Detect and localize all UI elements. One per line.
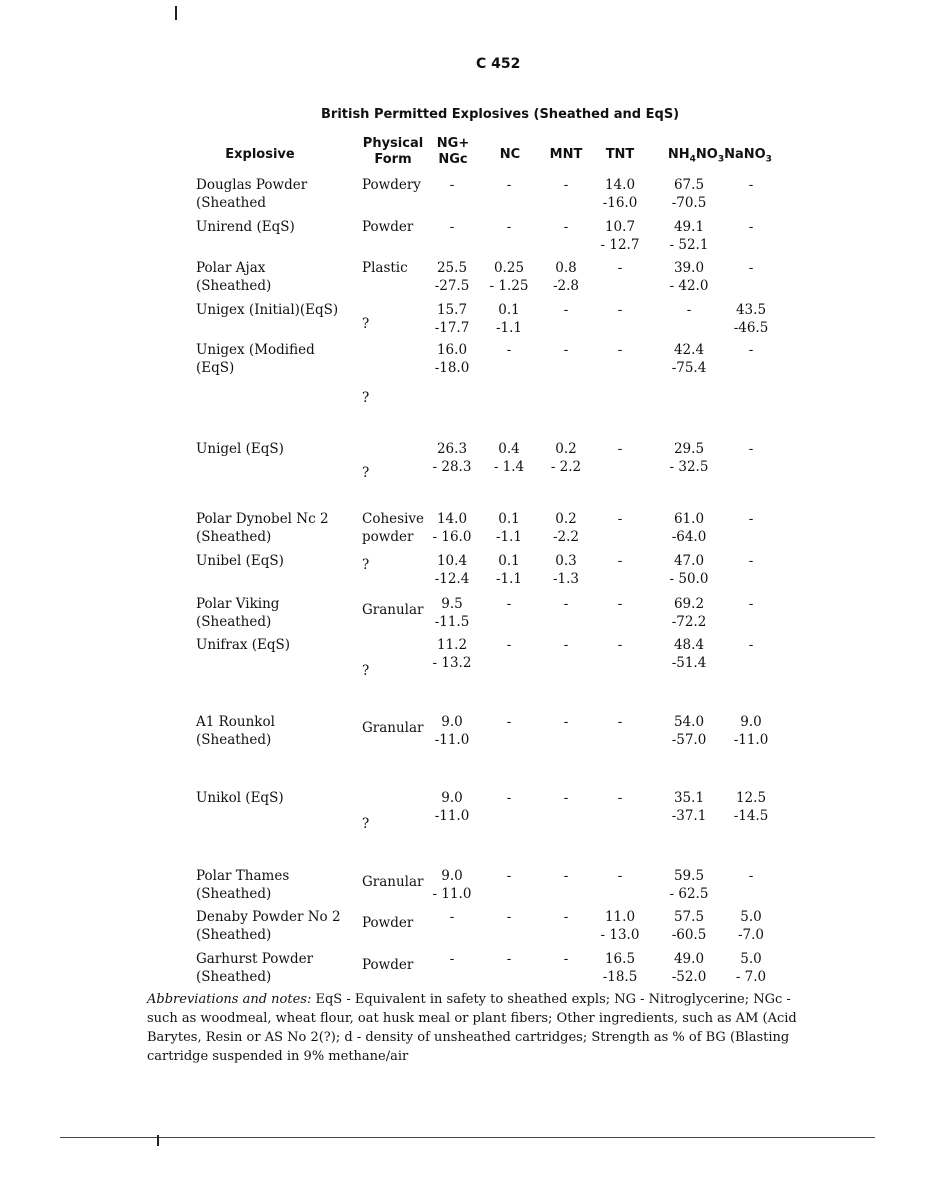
cell-nh4no3-line: 35.1 bbox=[673, 790, 705, 806]
cell-ng-line: - bbox=[449, 951, 455, 967]
explosive-name bbox=[196, 552, 284, 570]
cell-tnt bbox=[585, 950, 655, 986]
cell-mnt-line: 0.2 bbox=[555, 441, 577, 457]
explosive-name bbox=[196, 341, 315, 377]
cell-nh4no3-line: 47.0 bbox=[673, 553, 705, 569]
notes-text-1: EqS - Equivalent in safety to sheathed expls; NG - Nitroglycerine; NGc - bbox=[315, 992, 791, 1007]
explosive-name-line: Polar Ajax bbox=[196, 260, 266, 276]
cell-nh4no3-line: 39.0 bbox=[673, 260, 705, 276]
physical-form-line: Cohesive bbox=[362, 511, 425, 527]
cell-nano3 bbox=[716, 440, 786, 458]
notes bbox=[147, 990, 812, 1066]
cell-nh4no3-line: -52.0 bbox=[671, 969, 707, 985]
explosive-name bbox=[196, 176, 307, 212]
explosive-name bbox=[196, 301, 338, 319]
cell-mnt-line: - 2.2 bbox=[550, 459, 582, 475]
cell-tnt bbox=[585, 595, 655, 613]
cell-mnt-line: - bbox=[563, 714, 569, 730]
physical-form-line: Powder bbox=[362, 219, 414, 235]
cell-nc-line: - 1.4 bbox=[493, 459, 525, 475]
cell-nc-line: -1.1 bbox=[495, 529, 523, 545]
physical-form bbox=[362, 464, 369, 482]
explosive-name bbox=[196, 259, 271, 295]
explosive-name-line: Unibel (EqS) bbox=[196, 553, 284, 569]
cell-nh4no3-line: 59.5 bbox=[673, 868, 705, 884]
cell-nh4no3-line: 49.1 bbox=[673, 219, 705, 235]
cell-nano3-line: - bbox=[748, 596, 754, 612]
physical-form-line: Powder bbox=[362, 957, 414, 973]
cell-nh4no3-line: 57.5 bbox=[673, 909, 705, 925]
cell-tnt-line: - bbox=[617, 553, 623, 569]
notes-line-3: Barytes, Resin or AS No 2(?); d - density of unsheathed cartridges; Strength as % of BG (Blasting bbox=[147, 1030, 790, 1045]
cell-nh4no3 bbox=[654, 595, 724, 631]
col-header-nc: NC bbox=[499, 147, 521, 162]
explosive-name bbox=[196, 867, 289, 903]
cell-tnt-line: - bbox=[617, 342, 623, 358]
cell-tnt bbox=[585, 218, 655, 254]
cell-mnt-line: - bbox=[563, 790, 569, 806]
cell-tnt bbox=[585, 867, 655, 885]
cell-tnt bbox=[585, 341, 655, 359]
col-header-physical-form bbox=[355, 136, 431, 168]
physical-form-line: ? bbox=[362, 557, 370, 573]
col-header-ng-line2: NGc bbox=[438, 152, 468, 167]
cell-nh4no3 bbox=[654, 789, 724, 825]
cell-nano3-line: 43.5 bbox=[735, 302, 767, 318]
explosive-name bbox=[196, 908, 341, 944]
cell-tnt-line: - bbox=[617, 596, 623, 612]
physical-form bbox=[362, 218, 413, 236]
cell-ng-line: 9.5 bbox=[441, 596, 463, 612]
cell-nc-line: - bbox=[506, 637, 512, 653]
cell-nh4no3-line: -51.4 bbox=[671, 655, 707, 671]
cell-nh4no3-line: -72.2 bbox=[671, 614, 707, 630]
explosive-name-line: Unifrax (EqS) bbox=[196, 637, 291, 653]
cell-tnt-line: - 12.7 bbox=[600, 237, 640, 253]
cell-tnt-line: -16.0 bbox=[602, 195, 638, 211]
cell-nano3-line: 5.0 bbox=[740, 909, 762, 925]
cell-nh4no3-line: -75.4 bbox=[671, 360, 707, 376]
cell-nano3-line: 5.0 bbox=[740, 951, 762, 967]
cell-mnt-line: -2.2 bbox=[552, 529, 580, 545]
cell-mnt-line: - bbox=[563, 219, 569, 235]
explosive-name-line: (Sheathed) bbox=[196, 886, 272, 902]
cell-ng-line: - bbox=[449, 909, 455, 925]
cell-nano3 bbox=[716, 867, 786, 885]
cell-nh4no3 bbox=[654, 440, 724, 476]
cell-nano3 bbox=[716, 595, 786, 613]
cell-mnt-line: -2.8 bbox=[552, 278, 580, 294]
cell-nh4no3-line: -70.5 bbox=[671, 195, 707, 211]
cell-mnt-line: 0.2 bbox=[555, 511, 577, 527]
cell-nh4no3-line: - 50.0 bbox=[669, 571, 709, 587]
cell-nh4no3 bbox=[654, 301, 724, 319]
cell-nano3 bbox=[716, 301, 786, 337]
cell-nano3-line: - bbox=[748, 219, 754, 235]
cell-tnt-line: - bbox=[617, 790, 623, 806]
cell-nano3 bbox=[716, 176, 786, 194]
cell-ng-line: 14.0 bbox=[436, 511, 468, 527]
cell-ng-line: - 11.0 bbox=[432, 886, 472, 902]
cell-nh4no3-line: 29.5 bbox=[673, 441, 705, 457]
physical-form bbox=[362, 510, 424, 546]
cell-ng-line: 26.3 bbox=[436, 441, 468, 457]
cell-ng-line: -27.5 bbox=[434, 278, 470, 294]
col-header-ng bbox=[428, 136, 478, 168]
explosive-name-line: Polar Viking bbox=[196, 596, 280, 612]
col-header-physical-form-line2: Form bbox=[374, 152, 412, 167]
physical-form-line: ? bbox=[362, 316, 370, 332]
cell-tnt bbox=[585, 301, 655, 319]
cell-nano3 bbox=[716, 950, 786, 986]
cell-nano3-line: -14.5 bbox=[733, 808, 769, 824]
cell-tnt-line: 11.0 bbox=[604, 909, 636, 925]
explosive-name-line: Unigex (Modified bbox=[196, 342, 315, 358]
cell-nh4no3-line: 67.5 bbox=[673, 177, 705, 193]
physical-form bbox=[362, 259, 408, 277]
explosive-name-line: (Sheathed bbox=[196, 195, 266, 211]
physical-form-line: Plastic bbox=[362, 260, 408, 276]
cell-nh4no3 bbox=[654, 636, 724, 672]
cell-ng-line: - 28.3 bbox=[432, 459, 472, 475]
cell-ng-line: - 16.0 bbox=[432, 529, 472, 545]
cell-tnt-line: - 13.0 bbox=[600, 927, 640, 943]
cell-ng-line: -18.0 bbox=[434, 360, 470, 376]
physical-form bbox=[362, 873, 424, 891]
cell-nh4no3 bbox=[654, 552, 724, 588]
cell-nano3 bbox=[716, 713, 786, 749]
cell-mnt-line: - bbox=[563, 868, 569, 884]
explosive-name bbox=[196, 636, 290, 654]
explosive-name-line: Unigex (Initial)(EqS) bbox=[196, 302, 339, 318]
cell-mnt-line: - bbox=[563, 951, 569, 967]
cell-nc-line: - bbox=[506, 868, 512, 884]
physical-form bbox=[362, 556, 369, 574]
cell-mnt-line: - bbox=[563, 302, 569, 318]
cell-nh4no3-line: - 42.0 bbox=[669, 278, 709, 294]
notes-line-4: cartridge suspended in 9% methane/air bbox=[147, 1049, 409, 1064]
cell-tnt bbox=[585, 440, 655, 458]
cell-nh4no3-line: 49.0 bbox=[673, 951, 705, 967]
explosive-name bbox=[196, 713, 275, 749]
explosive-name-line: (Sheathed) bbox=[196, 969, 272, 985]
explosive-name-line: (Sheathed) bbox=[196, 529, 272, 545]
cell-ng-line: 16.0 bbox=[436, 342, 468, 358]
cell-mnt-line: 0.8 bbox=[555, 260, 577, 276]
cell-ng-line: - 13.2 bbox=[432, 655, 472, 671]
cell-nano3 bbox=[716, 908, 786, 944]
physical-form-line: Powder bbox=[362, 915, 414, 931]
cell-nh4no3-line: -64.0 bbox=[671, 529, 707, 545]
explosive-name bbox=[196, 789, 284, 807]
cell-tnt-line: 10.7 bbox=[604, 219, 636, 235]
cell-nano3-line: - bbox=[748, 868, 754, 884]
cell-nano3 bbox=[716, 552, 786, 570]
cell-ng-line: - bbox=[449, 177, 455, 193]
cell-nh4no3-line: -37.1 bbox=[671, 808, 707, 824]
physical-form-line: Granular bbox=[362, 874, 424, 890]
cell-ng-line: 9.0 bbox=[441, 714, 463, 730]
col-header-physical-form-line1: Physical bbox=[362, 136, 424, 151]
cell-nh4no3 bbox=[654, 867, 724, 903]
cell-ng-line: 9.0 bbox=[441, 868, 463, 884]
explosive-name-line: Denaby Powder No 2 bbox=[196, 909, 341, 925]
physical-form-line: ? bbox=[362, 816, 370, 832]
cell-nh4no3 bbox=[654, 341, 724, 377]
cell-tnt-line: - bbox=[617, 714, 623, 730]
cell-mnt-line: - bbox=[563, 909, 569, 925]
cell-tnt-line: - bbox=[617, 868, 623, 884]
col-header-mnt: MNT bbox=[549, 147, 583, 162]
cell-tnt bbox=[585, 259, 655, 277]
physical-form bbox=[362, 815, 369, 833]
cell-nc-line: - bbox=[506, 177, 512, 193]
cell-nc-line: 0.1 bbox=[498, 511, 520, 527]
cell-nc-line: 0.4 bbox=[498, 441, 520, 457]
cell-nh4no3-line: 54.0 bbox=[673, 714, 705, 730]
physical-form bbox=[362, 315, 369, 333]
cell-nc-line: - bbox=[506, 714, 512, 730]
notes-label: Abbreviations and notes: bbox=[147, 992, 312, 1007]
cell-ng-line: -11.5 bbox=[434, 614, 470, 630]
cell-nc-line: - bbox=[506, 596, 512, 612]
cell-nano3 bbox=[716, 510, 786, 528]
cell-tnt bbox=[585, 552, 655, 570]
cell-nano3-line: -11.0 bbox=[733, 732, 769, 748]
explosive-name bbox=[196, 440, 284, 458]
cell-nh4no3-line: 61.0 bbox=[673, 511, 705, 527]
cell-nano3-line: - bbox=[748, 441, 754, 457]
cell-nc-line: 0.1 bbox=[498, 553, 520, 569]
cell-tnt bbox=[585, 713, 655, 731]
explosive-name-line: A1 Rounkol bbox=[196, 714, 275, 730]
cell-mnt-line: - bbox=[563, 596, 569, 612]
explosive-name-line: Garhurst Powder bbox=[196, 951, 314, 967]
cell-nc-line: - bbox=[506, 951, 512, 967]
cell-nc-line: - bbox=[506, 790, 512, 806]
cell-mnt-line: - bbox=[563, 342, 569, 358]
cell-nano3-line: - bbox=[748, 511, 754, 527]
cell-tnt bbox=[585, 510, 655, 528]
cell-tnt bbox=[585, 176, 655, 212]
col-header-nano3: NaNO$_3$ bbox=[724, 147, 772, 165]
cell-mnt-line: - bbox=[563, 637, 569, 653]
cell-tnt bbox=[585, 789, 655, 807]
cell-nh4no3-line: 42.4 bbox=[673, 342, 705, 358]
explosive-name-line: Polar Dynobel Nc 2 bbox=[196, 511, 329, 527]
cell-ng-line: 10.4 bbox=[436, 553, 468, 569]
cell-nh4no3-line: -60.5 bbox=[671, 927, 707, 943]
cell-nano3-line: -7.0 bbox=[737, 927, 765, 943]
cell-mnt-line: 0.3 bbox=[555, 553, 577, 569]
col-header-tnt: TNT bbox=[605, 147, 635, 162]
cell-mnt-line: -1.3 bbox=[552, 571, 580, 587]
physical-form-line: ? bbox=[362, 390, 370, 406]
cell-nano3-line: - bbox=[748, 177, 754, 193]
notes-line-1 bbox=[147, 990, 812, 1009]
notes-line-2: such as woodmeal, wheat flour, oat husk meal or plant fibers; Other ingredients, such as AM (Acid bbox=[147, 1011, 797, 1026]
cell-nano3-line: - bbox=[748, 637, 754, 653]
cell-nc-line: -1.1 bbox=[495, 320, 523, 336]
physical-form bbox=[362, 389, 369, 407]
col-header-nh4no3: $NH_4NO_3$ bbox=[667, 147, 725, 165]
explosive-name bbox=[196, 218, 295, 236]
cell-nc-line: 0.1 bbox=[498, 302, 520, 318]
cell-nc-line: -1.1 bbox=[495, 571, 523, 587]
bottom-rule bbox=[60, 1137, 875, 1138]
cell-ng-line: 9.0 bbox=[441, 790, 463, 806]
cell-ng-line: 25.5 bbox=[436, 260, 468, 276]
cell-ng-line: -12.4 bbox=[434, 571, 470, 587]
cell-nh4no3-line: 69.2 bbox=[673, 596, 705, 612]
physical-form-line: ? bbox=[362, 663, 370, 679]
explosive-name-line: Douglas Powder bbox=[196, 177, 308, 193]
cell-nc-line: 0.25 bbox=[493, 260, 525, 276]
cell-ng-line: -11.0 bbox=[434, 808, 470, 824]
page-number: C 452 bbox=[476, 56, 521, 72]
explosive-name-line: (Sheathed) bbox=[196, 278, 272, 294]
cell-ng-line: 11.2 bbox=[436, 637, 468, 653]
cell-nh4no3-line: 48.4 bbox=[673, 637, 705, 653]
explosive-name bbox=[196, 950, 313, 986]
cell-tnt-line: - bbox=[617, 637, 623, 653]
bottom-mark bbox=[157, 1135, 159, 1146]
cell-nano3 bbox=[716, 341, 786, 359]
cell-tnt bbox=[585, 908, 655, 944]
cell-nano3-line: - bbox=[748, 260, 754, 276]
col-header-ng-line1: NG+ bbox=[436, 136, 470, 151]
explosive-name-line: (Sheathed) bbox=[196, 927, 272, 943]
cell-nh4no3-line: - bbox=[686, 302, 692, 318]
explosive-name-line: Unigel (EqS) bbox=[196, 441, 284, 457]
col-header-explosive: Explosive bbox=[225, 147, 295, 162]
cell-nano3-line: - bbox=[748, 553, 754, 569]
cell-nano3-line: - 7.0 bbox=[735, 969, 767, 985]
cell-nc-line: - bbox=[506, 342, 512, 358]
cell-tnt-line: -18.5 bbox=[602, 969, 638, 985]
cell-nh4no3 bbox=[654, 218, 724, 254]
cell-nano3-line: - bbox=[748, 342, 754, 358]
cell-nano3 bbox=[716, 259, 786, 277]
cell-tnt-line: - bbox=[617, 302, 623, 318]
physical-form bbox=[362, 662, 369, 680]
cell-nh4no3 bbox=[654, 950, 724, 986]
explosive-name bbox=[196, 595, 279, 631]
physical-form bbox=[362, 719, 424, 737]
cell-mnt-line: - bbox=[563, 177, 569, 193]
cell-tnt bbox=[585, 636, 655, 654]
physical-form bbox=[362, 601, 424, 619]
explosive-name-line: Unirend (EqS) bbox=[196, 219, 295, 235]
cell-nh4no3 bbox=[654, 713, 724, 749]
cell-nano3 bbox=[716, 636, 786, 654]
cell-ng-line: 15.7 bbox=[436, 302, 468, 318]
explosive-name-line: Polar Thames bbox=[196, 868, 290, 884]
cell-tnt-line: - bbox=[617, 511, 623, 527]
cell-nc-line: - 1.25 bbox=[489, 278, 529, 294]
cell-tnt-line: - bbox=[617, 441, 623, 457]
cell-ng-line: -11.0 bbox=[434, 732, 470, 748]
cell-nh4no3-line: -57.0 bbox=[671, 732, 707, 748]
physical-form-line: Granular bbox=[362, 720, 424, 736]
cell-nc-line: - bbox=[506, 909, 512, 925]
cell-ng-line: - bbox=[449, 219, 455, 235]
cell-nano3-line: 9.0 bbox=[740, 714, 762, 730]
cell-tnt-line: 16.5 bbox=[604, 951, 636, 967]
cell-nc-line: - bbox=[506, 219, 512, 235]
cell-nh4no3 bbox=[654, 176, 724, 212]
explosive-name bbox=[196, 510, 329, 546]
cell-nh4no3-line: - 32.5 bbox=[669, 459, 709, 475]
cell-nano3 bbox=[716, 218, 786, 236]
physical-form bbox=[362, 176, 421, 194]
cell-nh4no3 bbox=[654, 510, 724, 546]
top-mark bbox=[175, 6, 177, 20]
table-title: British Permitted Explosives (Sheathed and EqS) bbox=[321, 107, 680, 122]
physical-form-line: Powdery bbox=[362, 177, 421, 193]
cell-tnt-line: - bbox=[617, 260, 623, 276]
physical-form-line: Granular bbox=[362, 602, 424, 618]
explosive-name-line: (EqS) bbox=[196, 360, 235, 376]
physical-form-line: ? bbox=[362, 465, 370, 481]
cell-nano3-line: -46.5 bbox=[733, 320, 769, 336]
explosive-name-line: Unikol (EqS) bbox=[196, 790, 284, 806]
cell-nh4no3-line: - 62.5 bbox=[669, 886, 709, 902]
cell-nh4no3 bbox=[654, 908, 724, 944]
cell-nano3-line: 12.5 bbox=[735, 790, 767, 806]
cell-nano3 bbox=[716, 789, 786, 825]
physical-form bbox=[362, 914, 413, 932]
physical-form-line: powder bbox=[362, 529, 414, 545]
cell-nh4no3 bbox=[654, 259, 724, 295]
explosive-name-line: (Sheathed) bbox=[196, 732, 272, 748]
cell-nh4no3-line: - 52.1 bbox=[669, 237, 709, 253]
cell-ng-line: -17.7 bbox=[434, 320, 470, 336]
explosive-name-line: (Sheathed) bbox=[196, 614, 272, 630]
physical-form bbox=[362, 956, 413, 974]
cell-tnt-line: 14.0 bbox=[604, 177, 636, 193]
